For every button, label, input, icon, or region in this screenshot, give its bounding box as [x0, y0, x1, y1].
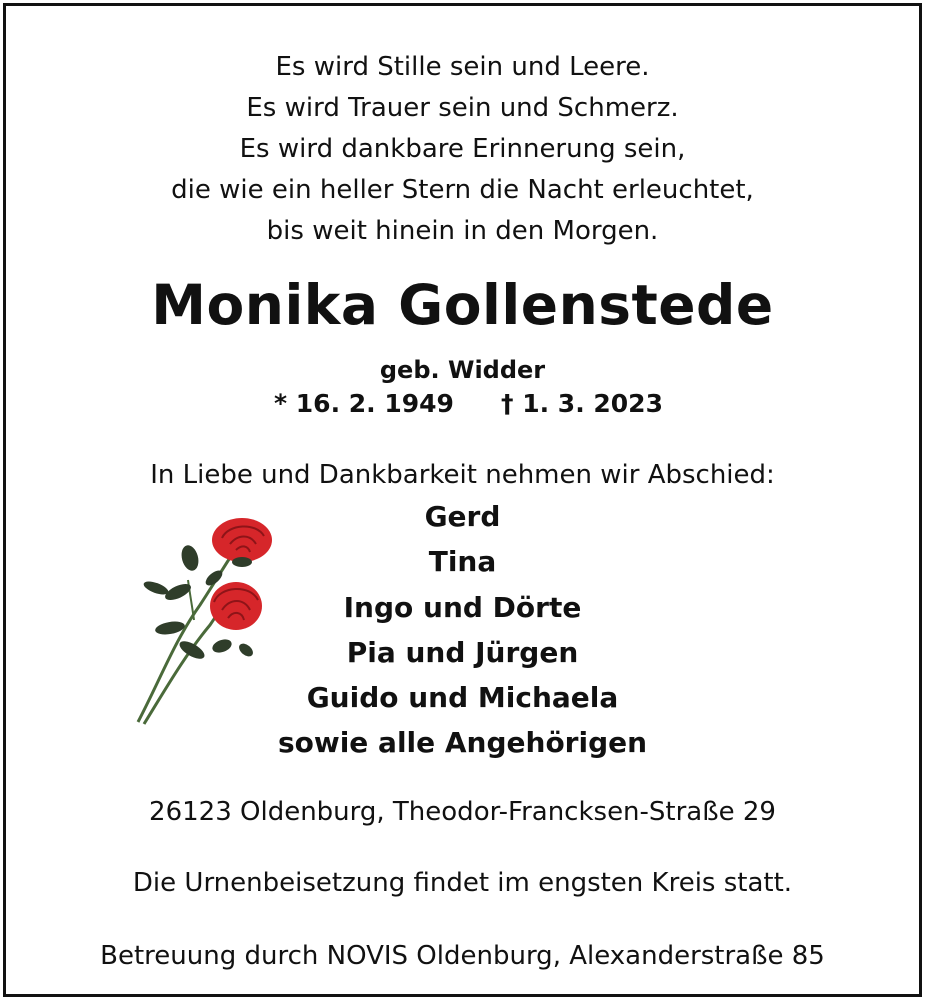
mourner-3: Ingo und Dörte: [343, 591, 582, 624]
funeral-note: Die Urnenbeisetzung findet im engsten Kreis statt.: [132, 868, 793, 898]
deceased-name: Monika Gollenstede: [151, 273, 774, 337]
mourner-4: Pia und Jürgen: [346, 636, 579, 669]
mourner-6: sowie alle Angehörigen: [277, 726, 648, 759]
address: 26123 Oldenburg, Theodor-Francksen-Straße 29: [149, 797, 776, 827]
maiden-name: geb. Widder: [379, 356, 546, 384]
poem-line-5: bis weit hinein in den Morgen.: [266, 216, 659, 246]
poem-line-3: Es wird dankbare Erinnerung sein,: [239, 134, 686, 164]
poem-line-2: Es wird Trauer sein und Schmerz.: [246, 93, 679, 123]
birth-date: * 16. 2. 1949: [274, 389, 454, 418]
poem-line-4: die wie ein heller Stern die Nacht erleuchtet,: [171, 175, 754, 205]
life-dates: [6, 389, 919, 423]
undertaker: Betreuung durch NOVIS Oldenburg, Alexanderstraße 85: [100, 941, 825, 971]
mourner-1: Gerd: [424, 500, 501, 533]
obituary-frame: [3, 3, 922, 997]
death-date: † 1. 3. 2023: [501, 389, 663, 418]
mourner-2: Tina: [428, 545, 497, 578]
poem-line-1: Es wird Stille sein und Leere.: [275, 52, 650, 82]
mourner-5: Guido und Michaela: [306, 681, 619, 714]
red-roses-icon: [130, 510, 290, 730]
farewell-intro: In Liebe und Dankbarkeit nehmen wir Abschied:: [150, 460, 775, 490]
